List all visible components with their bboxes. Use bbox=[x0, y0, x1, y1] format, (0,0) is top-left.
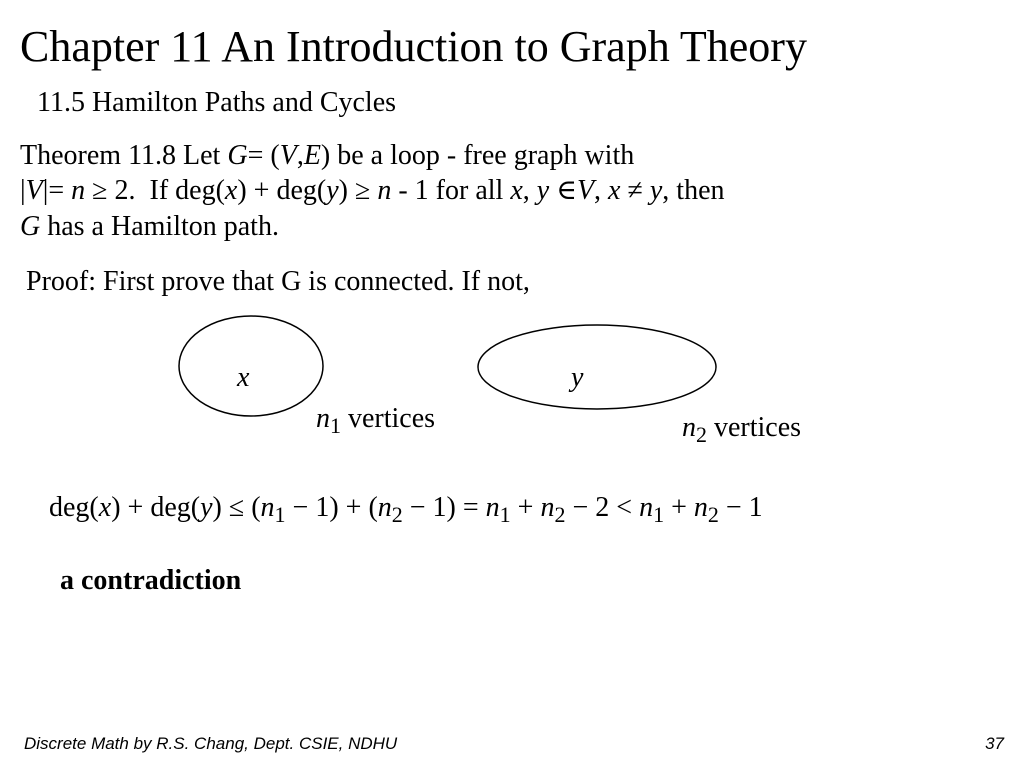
math-subscript: 2 bbox=[391, 502, 403, 527]
left-vertex-label: x bbox=[237, 362, 250, 393]
math-leq-open: ) ≤ ( bbox=[212, 492, 261, 523]
n2-vertices-label bbox=[682, 411, 801, 452]
proof-text: Proof: First prove that G is connected. If not, bbox=[26, 266, 530, 297]
math-n: n bbox=[485, 492, 500, 523]
math-bar-close: |= bbox=[42, 175, 65, 206]
math-term: − 1 bbox=[718, 492, 763, 523]
math-eq-open: = ( bbox=[247, 140, 280, 171]
math-G: G bbox=[20, 211, 41, 242]
math-y: y bbox=[536, 175, 550, 206]
vertices-word: vertices bbox=[714, 412, 802, 443]
math-n: n bbox=[377, 175, 392, 206]
math-n: n bbox=[639, 492, 654, 523]
math-geq-two: ≥ 2. bbox=[92, 175, 136, 206]
math-n: n bbox=[682, 412, 696, 443]
math-minus-one: - 1 for all bbox=[398, 175, 504, 206]
math-n: n bbox=[377, 492, 392, 523]
conclusion-text: a contradiction bbox=[60, 565, 242, 596]
math-V: V bbox=[279, 140, 297, 171]
math-term: + bbox=[510, 492, 534, 523]
vertices-word: vertices bbox=[348, 403, 436, 434]
right-component-ellipse bbox=[478, 325, 716, 409]
math-G: G bbox=[227, 140, 248, 171]
math-y: y bbox=[200, 492, 213, 523]
math-V: V bbox=[576, 175, 595, 206]
math-bar-open: | bbox=[20, 175, 26, 206]
math-y: y bbox=[649, 175, 663, 206]
math-y: y bbox=[326, 175, 339, 206]
math-n: n bbox=[316, 403, 330, 434]
theorem-text-1: ) be a loop - free graph with bbox=[320, 140, 635, 171]
math-in: ∈ bbox=[556, 175, 577, 206]
slide-title: Chapter 11 An Introduction to Graph Theory bbox=[20, 22, 807, 71]
math-subscript: 2 bbox=[707, 502, 719, 527]
math-subscript: 2 bbox=[554, 502, 566, 527]
theorem-line-1 bbox=[20, 139, 634, 173]
math-subscript: 1 bbox=[499, 502, 511, 527]
math-if-deg: If deg( bbox=[149, 175, 225, 206]
math-term: − 1) = bbox=[402, 492, 479, 523]
footer-credit: Discrete Math by R.S. Chang, Dept. CSIE, NDHU bbox=[24, 734, 398, 753]
math-subscript: 1 bbox=[274, 502, 286, 527]
math-neq: ≠ bbox=[627, 175, 643, 206]
math-term: − 2 < bbox=[565, 492, 633, 523]
page-number: 37 bbox=[985, 734, 1004, 753]
slide-subtitle: 11.5 Hamilton Paths and Cycles bbox=[37, 87, 397, 118]
math-comma: , bbox=[522, 175, 530, 206]
right-vertex-label: y bbox=[571, 362, 584, 393]
math-x: x bbox=[98, 492, 112, 523]
degree-inequality bbox=[49, 491, 763, 532]
math-subscript: 1 bbox=[330, 413, 341, 438]
theorem-label: Theorem 11.8 Let bbox=[20, 140, 221, 171]
math-comma-then: , then bbox=[662, 175, 725, 206]
math-x: x bbox=[510, 175, 523, 206]
math-subscript: 1 bbox=[653, 502, 665, 527]
math-E: E bbox=[303, 140, 321, 171]
math-comma: , bbox=[296, 140, 304, 171]
left-component-ellipse bbox=[179, 316, 323, 416]
math-deg: deg( bbox=[49, 492, 99, 523]
math-n: n bbox=[540, 492, 555, 523]
math-V: V bbox=[25, 175, 43, 206]
n1-vertices-label bbox=[316, 402, 435, 443]
math-comma: , bbox=[594, 175, 602, 206]
theorem-line-2 bbox=[20, 174, 725, 208]
math-n: n bbox=[693, 492, 708, 523]
theorem-line-3 bbox=[20, 210, 279, 244]
math-x: x bbox=[224, 175, 238, 206]
math-plus-deg: ) + deg( bbox=[237, 175, 327, 206]
math-term: + bbox=[664, 492, 687, 523]
math-plus-deg: ) + deg( bbox=[111, 492, 201, 523]
math-close-geq: ) ≥ bbox=[338, 175, 371, 206]
theorem-conclusion: has a Hamilton path. bbox=[47, 211, 279, 242]
math-x: x bbox=[608, 175, 621, 206]
math-subscript: 2 bbox=[696, 422, 707, 447]
math-n: n bbox=[71, 175, 86, 206]
math-term: − 1) + ( bbox=[285, 492, 378, 523]
math-n: n bbox=[260, 492, 275, 523]
